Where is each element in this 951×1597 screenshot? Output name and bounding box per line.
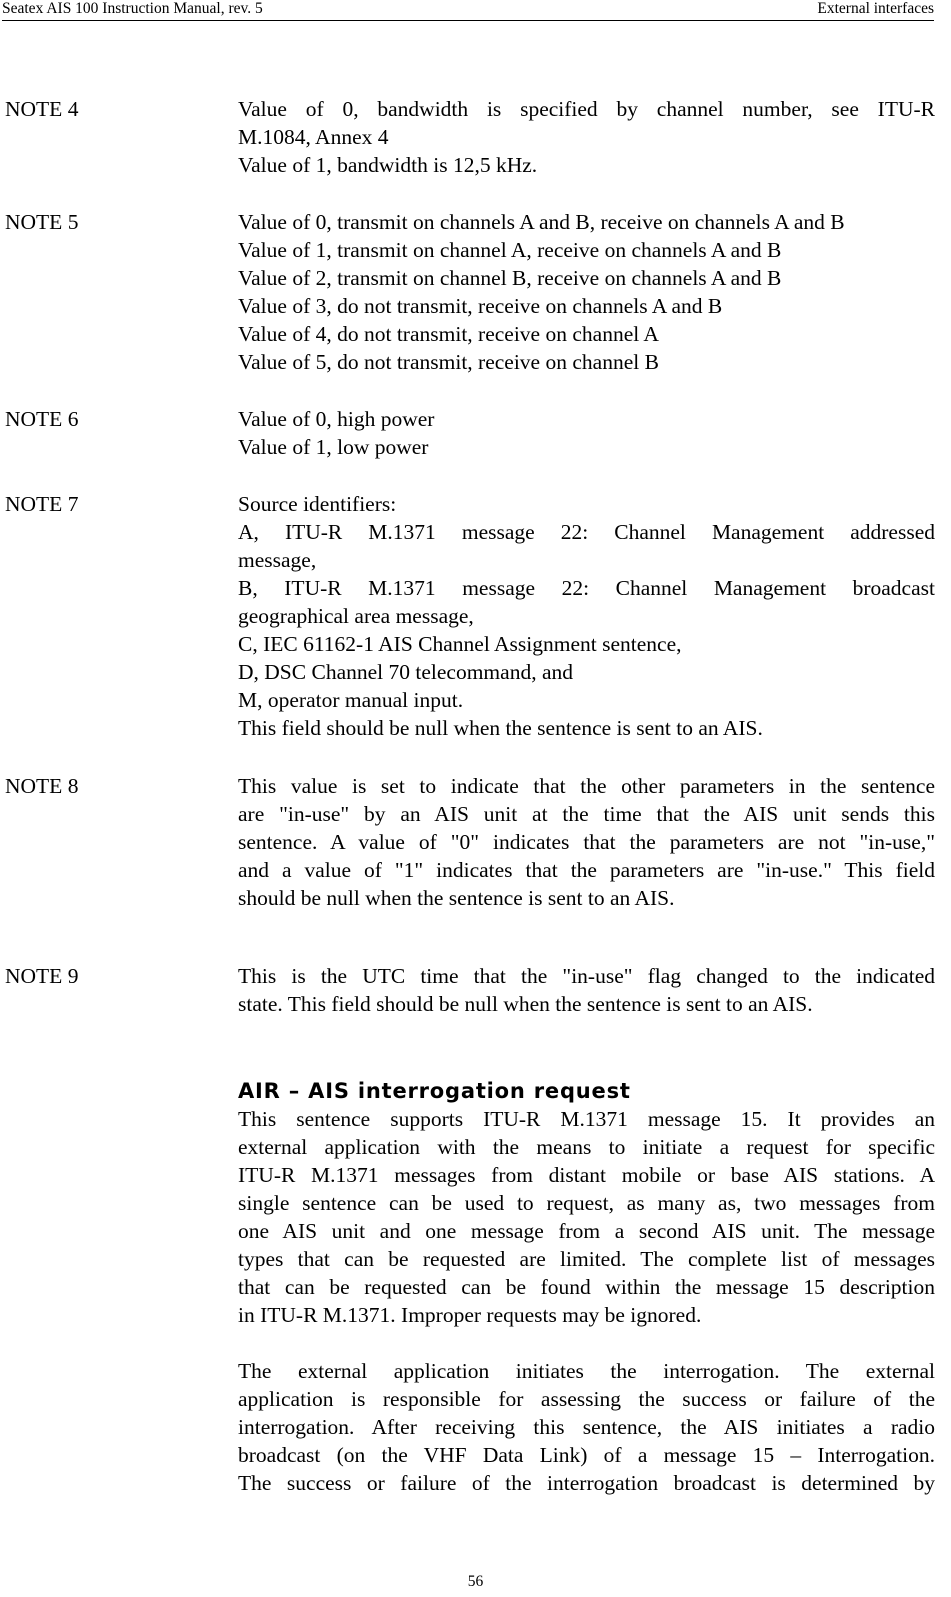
note-body bbox=[238, 772, 935, 912]
paragraph-line: in ITU-R M.1371. Improper requests may be ignored. bbox=[238, 1303, 702, 1327]
note-line: message, bbox=[238, 548, 317, 572]
note-line: D, DSC Channel 70 telecommand, and bbox=[238, 660, 573, 684]
note-body bbox=[238, 962, 935, 1018]
note-line: M, operator manual input. bbox=[238, 688, 464, 712]
note-body bbox=[238, 208, 935, 376]
note-line: are "in-use" by an AIS unit at the time that the AIS unit sends this bbox=[238, 802, 935, 826]
header-chapter-title: External interfaces bbox=[817, 0, 934, 17]
note-line: C, IEC 61162-1 AIS Channel Assignment sentence, bbox=[238, 632, 682, 656]
note-line: Value of 1, transmit on channel A, receive on channels A and B bbox=[238, 238, 782, 262]
note-line: B, ITU-R M.1371 message 22: Channel Management broadcast bbox=[238, 576, 935, 600]
note-line: Value of 0, high power bbox=[238, 407, 435, 431]
note-label: NOTE 4 bbox=[5, 97, 79, 121]
note-label: NOTE 7 bbox=[5, 492, 79, 516]
note-line: A, ITU-R M.1371 message 22: Channel Management addressed bbox=[238, 520, 935, 544]
paragraph-line: The success or failure of the interrogation broadcast is determined by bbox=[238, 1471, 935, 1495]
note-line: should be null when the sentence is sent to an AIS. bbox=[238, 886, 675, 910]
note-line: state. This field should be null when the sentence is sent to an AIS. bbox=[238, 992, 813, 1016]
note-line: Value of 0, bandwidth is specified by channel number, see ITU-R bbox=[238, 97, 935, 121]
paragraph-line: interrogation. After receiving this sentence, the AIS initiates a radio bbox=[238, 1415, 935, 1439]
note-line: Value of 2, transmit on channel B, receive on channels A and B bbox=[238, 266, 782, 290]
note-body bbox=[238, 490, 935, 742]
note-label: NOTE 8 bbox=[5, 774, 79, 798]
paragraph-line: one AIS unit and one message from a second AIS unit. The message bbox=[238, 1219, 935, 1243]
note-line: sentence. A value of "0" indicates that the parameters are not "in-use," bbox=[238, 830, 935, 854]
note-line: and a value of "1" indicates that the parameters are "in-use." This field bbox=[238, 858, 935, 882]
paragraph-line: The external application initiates the interrogation. The external bbox=[238, 1359, 935, 1383]
note-line: Value of 0, transmit on channels A and B, receive on channels A and B bbox=[238, 210, 845, 234]
note-body bbox=[238, 95, 935, 179]
note-label: NOTE 6 bbox=[5, 407, 79, 431]
note-line: Value of 1, bandwidth is 12,5 kHz. bbox=[238, 153, 538, 177]
note-label: NOTE 5 bbox=[5, 210, 79, 234]
note-body bbox=[238, 405, 935, 461]
paragraph-line: external application with the means to initiate a request for specific bbox=[238, 1135, 935, 1159]
page-header bbox=[2, 0, 934, 21]
page-number: 56 bbox=[467, 1573, 484, 1590]
paragraph-line: types that can be requested are limited. The complete list of messages bbox=[238, 1247, 935, 1271]
note-line: Value of 5, do not transmit, receive on channel B bbox=[238, 350, 659, 374]
note-line: Source identifiers: bbox=[238, 492, 397, 516]
note-line: This field should be null when the sentence is sent to an AIS. bbox=[238, 716, 763, 740]
note-line: This is the UTC time that the "in-use" flag changed to the indicated bbox=[238, 964, 935, 988]
note-label: NOTE 9 bbox=[5, 964, 79, 988]
section-paragraph-2 bbox=[238, 1357, 935, 1497]
paragraph-line: application is responsible for assessing the success or failure of the bbox=[238, 1387, 935, 1411]
paragraph-line: This sentence supports ITU-R M.1371 message 15. It provides an bbox=[238, 1107, 935, 1131]
note-line: M.1084, Annex 4 bbox=[238, 125, 389, 149]
paragraph-line: that can be requested can be found within the message 15 description bbox=[238, 1275, 935, 1299]
air-section bbox=[238, 1077, 935, 1497]
note-line: Value of 4, do not transmit, receive on channel A bbox=[238, 322, 659, 346]
paragraph-line: single sentence can be used to request, as many as, two messages from bbox=[238, 1191, 935, 1215]
section-heading: AIR – AIS interrogation request bbox=[238, 1079, 631, 1103]
paragraph-line: broadcast (on the VHF Data Link) of a message 15 – Interrogation. bbox=[238, 1443, 935, 1467]
section-paragraph-1 bbox=[238, 1105, 935, 1329]
note-line: Value of 1, low power bbox=[238, 435, 429, 459]
paragraph-line: ITU-R M.1371 messages from distant mobile or base AIS stations. A bbox=[238, 1163, 935, 1187]
note-line: Value of 3, do not transmit, receive on channels A and B bbox=[238, 294, 723, 318]
header-document-title: Seatex AIS 100 Instruction Manual, rev. 5 bbox=[2, 0, 263, 17]
note-line: This value is set to indicate that the other parameters in the sentence bbox=[238, 774, 935, 798]
note-line: geographical area message, bbox=[238, 604, 474, 628]
